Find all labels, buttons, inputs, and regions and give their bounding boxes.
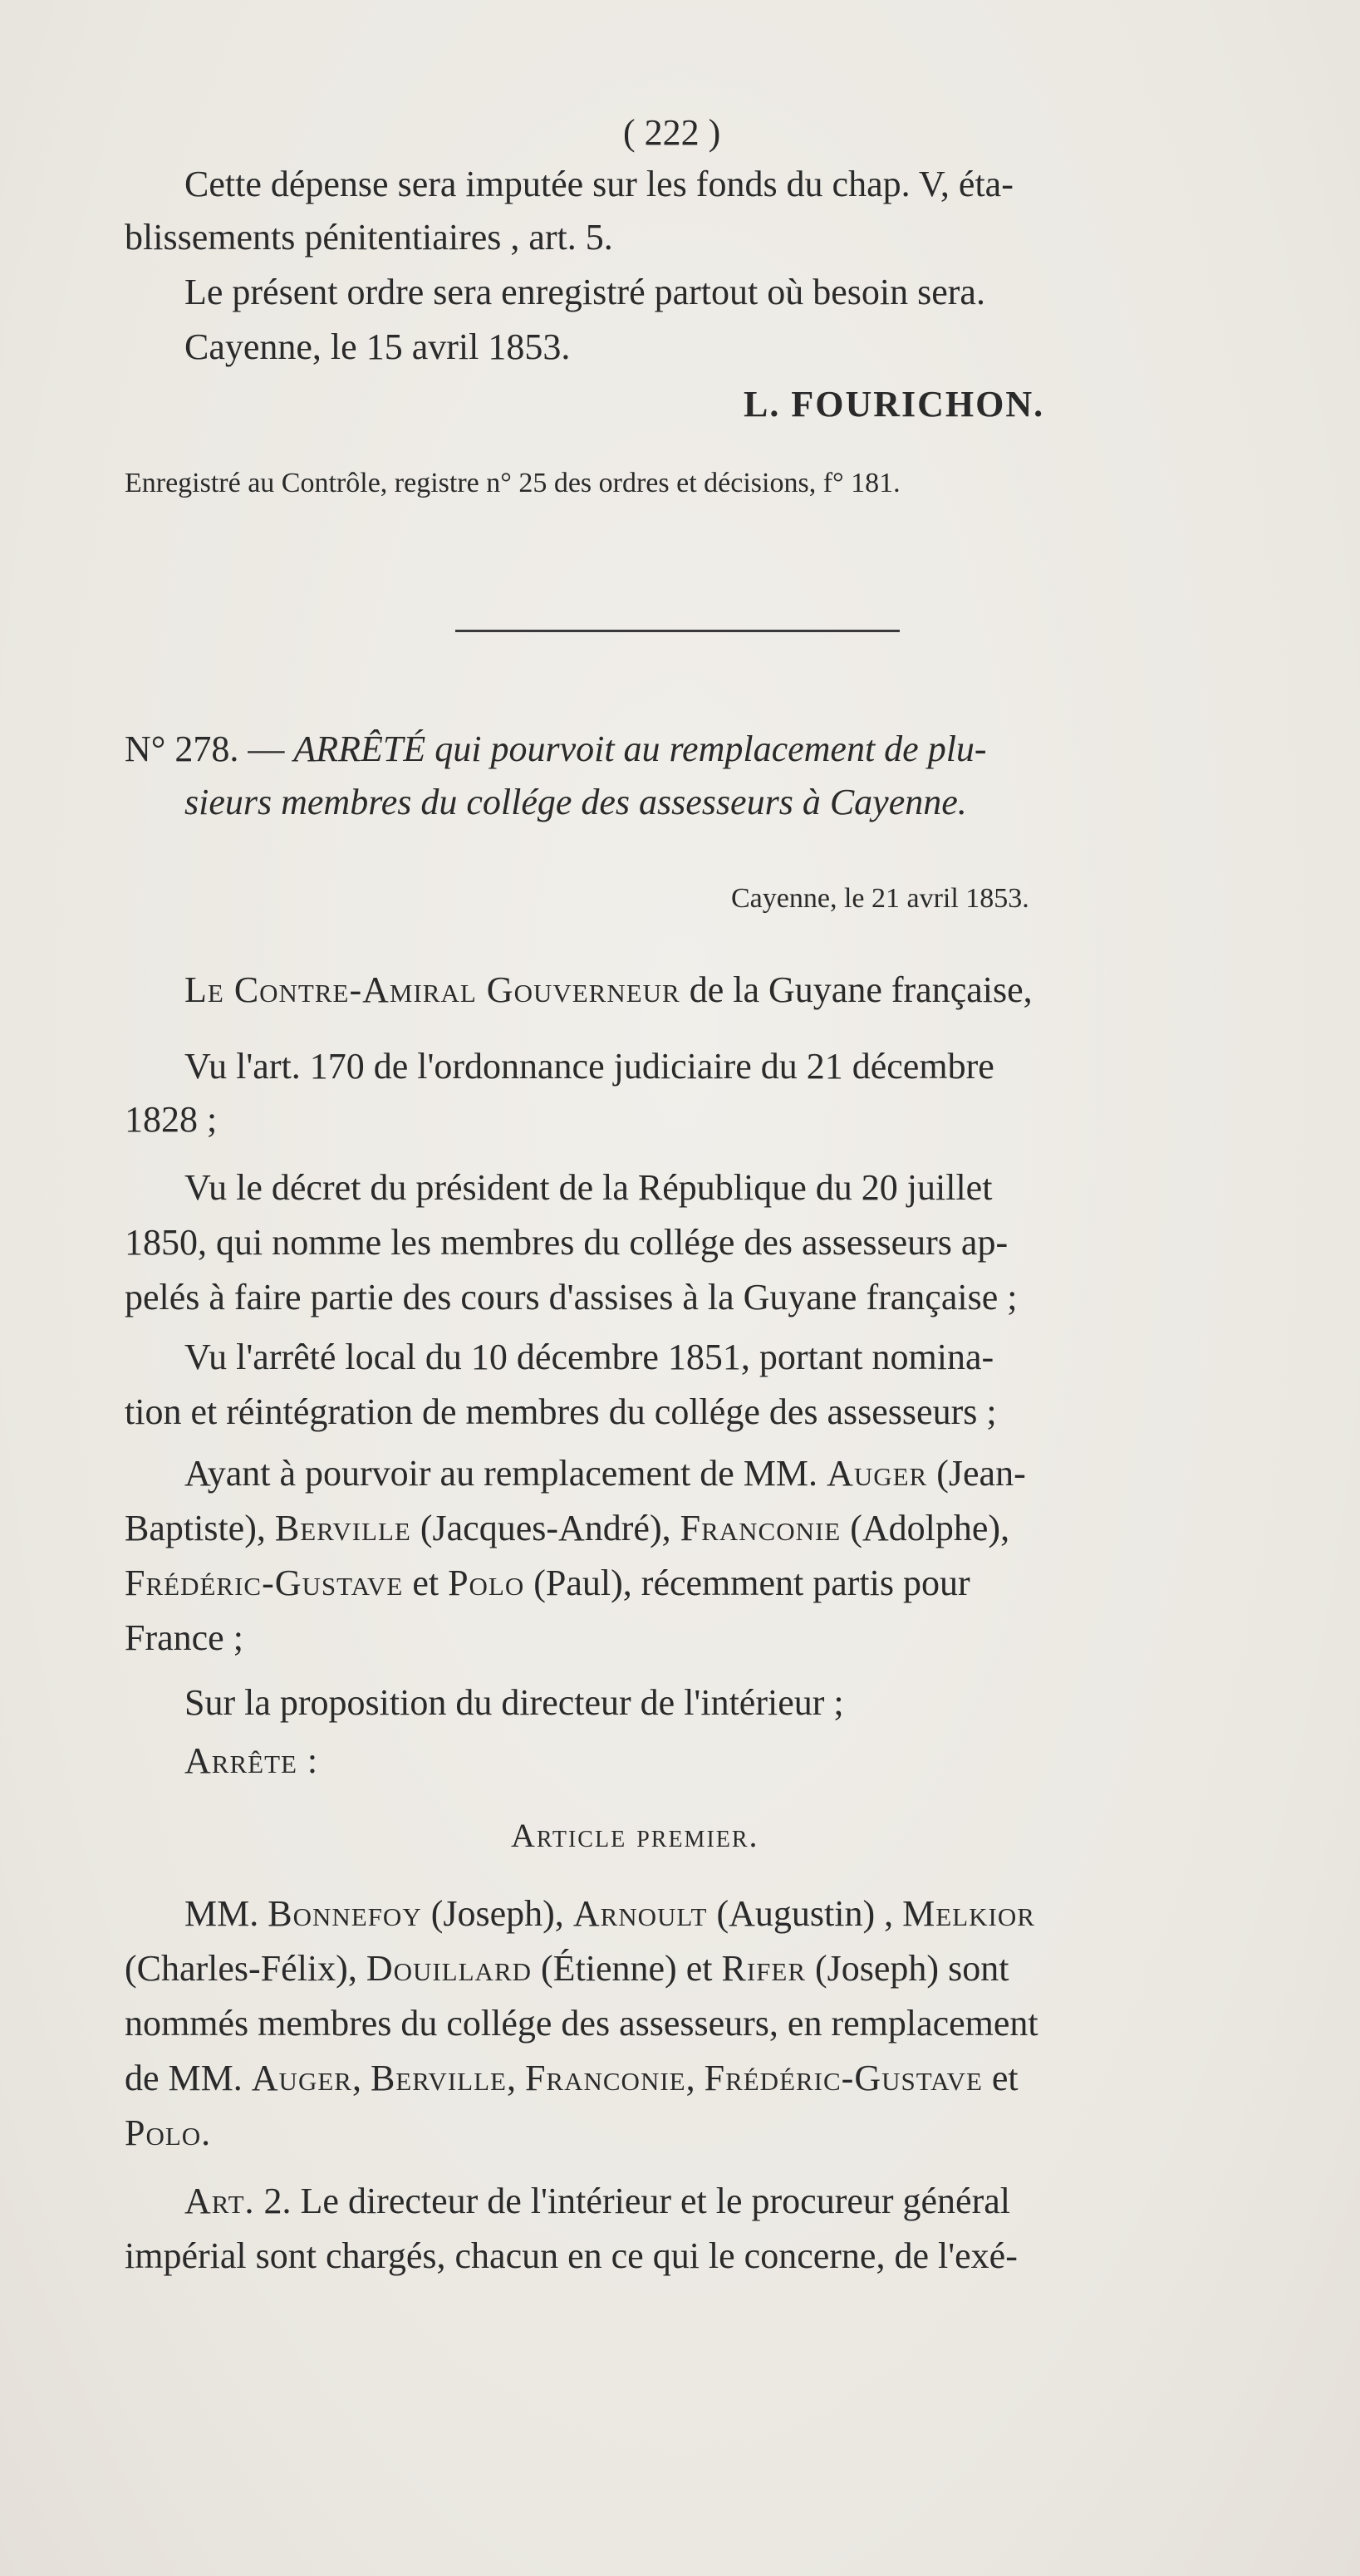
authority-title: Le Contre-Amiral Gouverneur: [184, 969, 680, 1010]
text-line: Cette dépense sera imputée sur les fonds du chap. V, éta-: [184, 164, 1014, 204]
text-line: Vu le décret du président de la République du 20 juillet: [184, 1167, 993, 1208]
text-span: et: [403, 1563, 449, 1603]
arrete-label: Arrête :: [184, 1740, 319, 1781]
text-span: de MM.: [125, 2058, 252, 2098]
text-line: [125, 1510, 1009, 1547]
place-date: Cayenne, le 21 avril 1853.: [731, 883, 1029, 914]
text-line: Vu l'art. 170 de l'ordonnance judiciaire du 21 décembre: [184, 1046, 994, 1087]
text-line: Vu l'arrêté local du 10 décembre 1851, portant nomina-: [184, 1337, 994, 1377]
text-span: 2. Le directeur de l'intérieur et le procureur général: [254, 2181, 1010, 2221]
text-line: [184, 2183, 1010, 2220]
text-span: Ayant à pourvoir au remplacement de MM.: [184, 1453, 827, 1494]
person-name: Arnoult: [572, 1893, 708, 1934]
person-name: Auger: [251, 2058, 352, 2098]
person-name: Franconie: [680, 1508, 842, 1548]
person-name: Frédéric-Gustave: [125, 1563, 404, 1603]
text-line: France ;: [125, 1617, 243, 1658]
article-label: Art.: [184, 2181, 255, 2221]
text-line: nommés membres du collége des assesseurs, en remplacement: [125, 2003, 1038, 2044]
text-line: impérial sont chargés, chacun en ce qui le concerne, de l'exé-: [125, 2235, 1018, 2276]
text-line: Polo.: [125, 2112, 212, 2153]
act-heading-line1: [125, 731, 987, 768]
text-span: (Adolphe),: [841, 1508, 1010, 1548]
text-line: [125, 1565, 970, 1602]
text-line: [184, 1893, 1035, 1934]
text-span: MM.: [184, 1893, 268, 1934]
text-span: (Charles-Félix),: [125, 1948, 366, 1989]
person-name: Rifer: [721, 1948, 806, 1989]
signature: L. FOURICHON.: [744, 384, 1045, 424]
act-title: ARRÊTÉ qui pourvoit au remplacement de plu-: [293, 729, 987, 769]
person-name: Berville: [274, 1508, 411, 1548]
text-line: [125, 2060, 1019, 2097]
text-line: Sur la proposition du directeur de l'intérieur ;: [184, 1682, 844, 1723]
text-line: blissements pénitentiaires , art. 5.: [125, 217, 613, 258]
text-line: Le présent ordre sera enregistré partout où besoin sera.: [184, 272, 985, 312]
text-span: (Joseph) sont: [806, 1948, 1009, 1989]
page-number: ( 222 ): [623, 112, 721, 153]
act-title-line2: sieurs membres du collége des assesseurs à Cayenne.: [184, 782, 967, 822]
person-name: Douillard: [366, 1948, 533, 1989]
section-divider: [455, 630, 900, 632]
text-line: [184, 1455, 1026, 1492]
text-line: 1828 ;: [125, 1099, 218, 1140]
text-span: (Paul), récemment partis pour: [524, 1563, 970, 1603]
act-number: N° 278. —: [125, 729, 285, 769]
person-name: Melkior: [902, 1893, 1035, 1934]
person-name: Frédéric-Gustave: [704, 2058, 983, 2098]
text-span: (Augustin) ,: [707, 1893, 903, 1934]
text-span: (Jean-: [927, 1453, 1026, 1494]
authority-rest: de la Guyane française,: [680, 969, 1033, 1010]
text-span: Baptiste),: [125, 1508, 275, 1548]
text-span: ,: [351, 2058, 371, 2098]
text-span: ,: [506, 2058, 525, 2098]
text-span: et: [982, 2058, 1019, 2098]
text-span: (Étienne) et: [532, 1948, 722, 1989]
authority-line: [184, 969, 1033, 1010]
person-name: Auger: [827, 1453, 928, 1494]
text-line: Cayenne, le 15 avril 1853.: [184, 326, 571, 367]
text-span: ,: [685, 2058, 705, 2098]
person-name: Berville: [370, 2058, 507, 2098]
text-line: pelés à faire partie des cours d'assises à la Guyane française ;: [125, 1277, 1018, 1317]
person-name: Franconie: [524, 2058, 686, 2098]
text-line: 1850, qui nomme les membres du collége des assesseurs ap-: [125, 1222, 1009, 1263]
person-name: Bonnefoy: [268, 1893, 422, 1934]
text-line: tion et réintégration de membres du collége des assesseurs ;: [125, 1391, 997, 1432]
text-span: (Joseph),: [421, 1893, 573, 1934]
text-line: [125, 1950, 1009, 1987]
article-heading: Article premier.: [511, 1817, 759, 1854]
text-span: (Jacques-André),: [410, 1508, 680, 1548]
person-name: Polo: [448, 1563, 525, 1603]
registration-note: Enregistré au Contrôle, registre n° 25 des ordres et décisions, f° 181.: [125, 468, 901, 498]
